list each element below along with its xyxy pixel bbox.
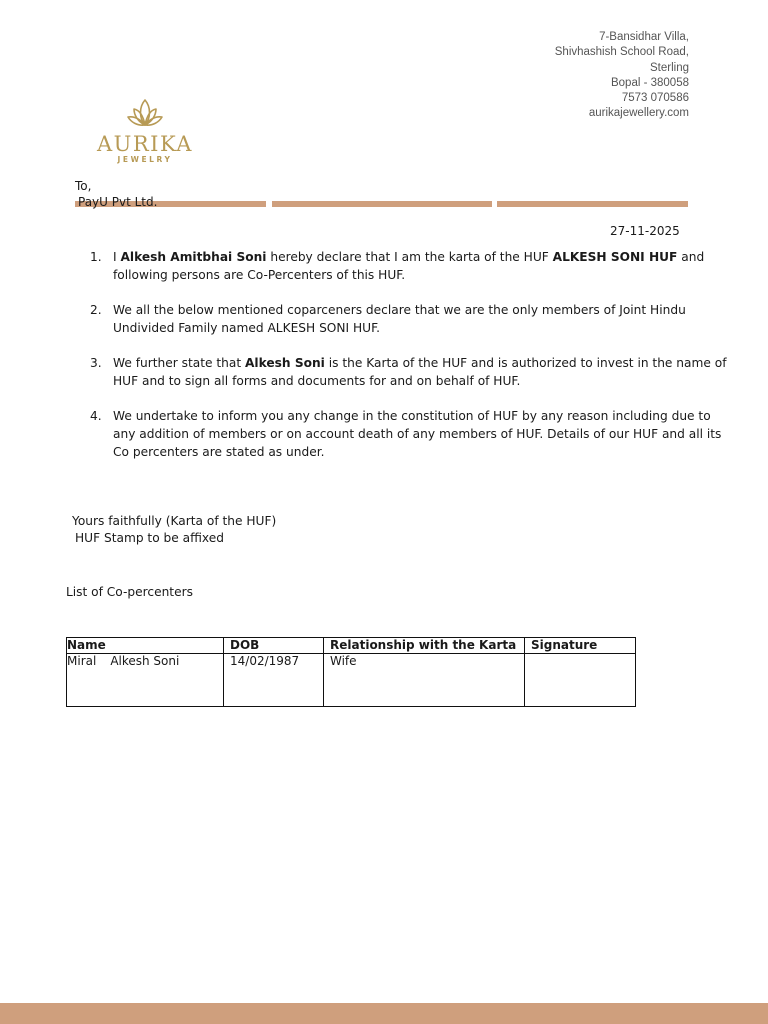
header-divider-bar bbox=[497, 201, 688, 207]
table-header-row bbox=[67, 638, 636, 654]
declaration-clause bbox=[90, 249, 730, 285]
address-line: Sterling bbox=[650, 61, 689, 74]
coparceners-title: List of Co-percenters bbox=[66, 585, 193, 599]
address-line: Bopal - 380058 bbox=[610, 76, 689, 89]
clause-number: 2. bbox=[90, 302, 102, 317]
to-label: To, bbox=[75, 179, 92, 193]
cell-signature bbox=[525, 654, 636, 707]
karta-name: Alkesh Soni bbox=[245, 355, 325, 370]
clause-text: We all the below mentioned coparceners declare that we are the only members of Joint Hindu Undivided Family named ALKESH SONI HUF. bbox=[113, 302, 686, 335]
clause-text: I Alkesh Amitbhai Soni hereby declare that I am the karta of the HUF ALKESH SONI HUF and following persons are Co-Percenters of this HUF. bbox=[113, 250, 705, 282]
clause-number: 4. bbox=[90, 408, 102, 423]
declaration-clause bbox=[90, 408, 730, 461]
column-header-dob: DOB bbox=[224, 638, 324, 654]
website: aurikajewellery.com bbox=[588, 107, 689, 120]
clause-number: 1. bbox=[90, 250, 102, 264]
letter-date: 27-11-2025 bbox=[610, 224, 680, 238]
last-name: Alkesh Soni bbox=[110, 654, 180, 668]
phone-number: 7573 070586 bbox=[621, 92, 689, 105]
coparceners-table bbox=[66, 637, 636, 707]
recipient-name: PayU Pvt Ltd. bbox=[78, 195, 158, 209]
address-line: Shivhashish School Road, bbox=[554, 46, 689, 59]
clause-text: We further state that Alkesh Soni is the Karta of the HUF and is authorized to invest in the name of HUF and to sign all forms and documents for and on behalf of HUF. bbox=[113, 355, 727, 388]
karta-name: Alkesh Amitbhai Soni bbox=[120, 250, 267, 264]
footer-bar bbox=[0, 1003, 768, 1024]
column-header-signature: Signature bbox=[525, 638, 636, 654]
letterhead-address bbox=[555, 30, 689, 122]
clause-number: 3. bbox=[90, 355, 102, 370]
brand-logo bbox=[92, 98, 198, 165]
cell-relationship: Wife bbox=[324, 654, 525, 707]
declaration-clause bbox=[90, 302, 730, 338]
table-row bbox=[67, 654, 636, 707]
brand-tagline: JEWELRY bbox=[117, 155, 173, 164]
column-header-relationship: Relationship with the Karta bbox=[324, 638, 525, 654]
first-name: Miral bbox=[67, 654, 97, 668]
clause-text: We undertake to inform you any change in the constitution of HUF by any reason including due to any addition of members or on account death of any members of HUF. Details of our HUF and all its Co percenters are stated as under. bbox=[113, 408, 722, 459]
closing-line: Yours faithfully (Karta of the HUF) bbox=[72, 514, 277, 528]
header-divider-bar bbox=[272, 201, 492, 207]
brand-name: AURIKA bbox=[97, 132, 193, 156]
address-line: 7-Bansidhar Villa, bbox=[599, 31, 689, 43]
declaration-clause bbox=[90, 355, 730, 391]
column-header-name: Name bbox=[67, 638, 224, 654]
stamp-note: HUF Stamp to be affixed bbox=[75, 531, 224, 545]
cell-name bbox=[67, 654, 224, 707]
lotus-icon bbox=[125, 98, 165, 132]
huf-name: ALKESH SONI HUF bbox=[552, 250, 678, 264]
cell-dob: 14/02/1987 bbox=[224, 654, 324, 707]
declaration-list bbox=[90, 249, 730, 479]
